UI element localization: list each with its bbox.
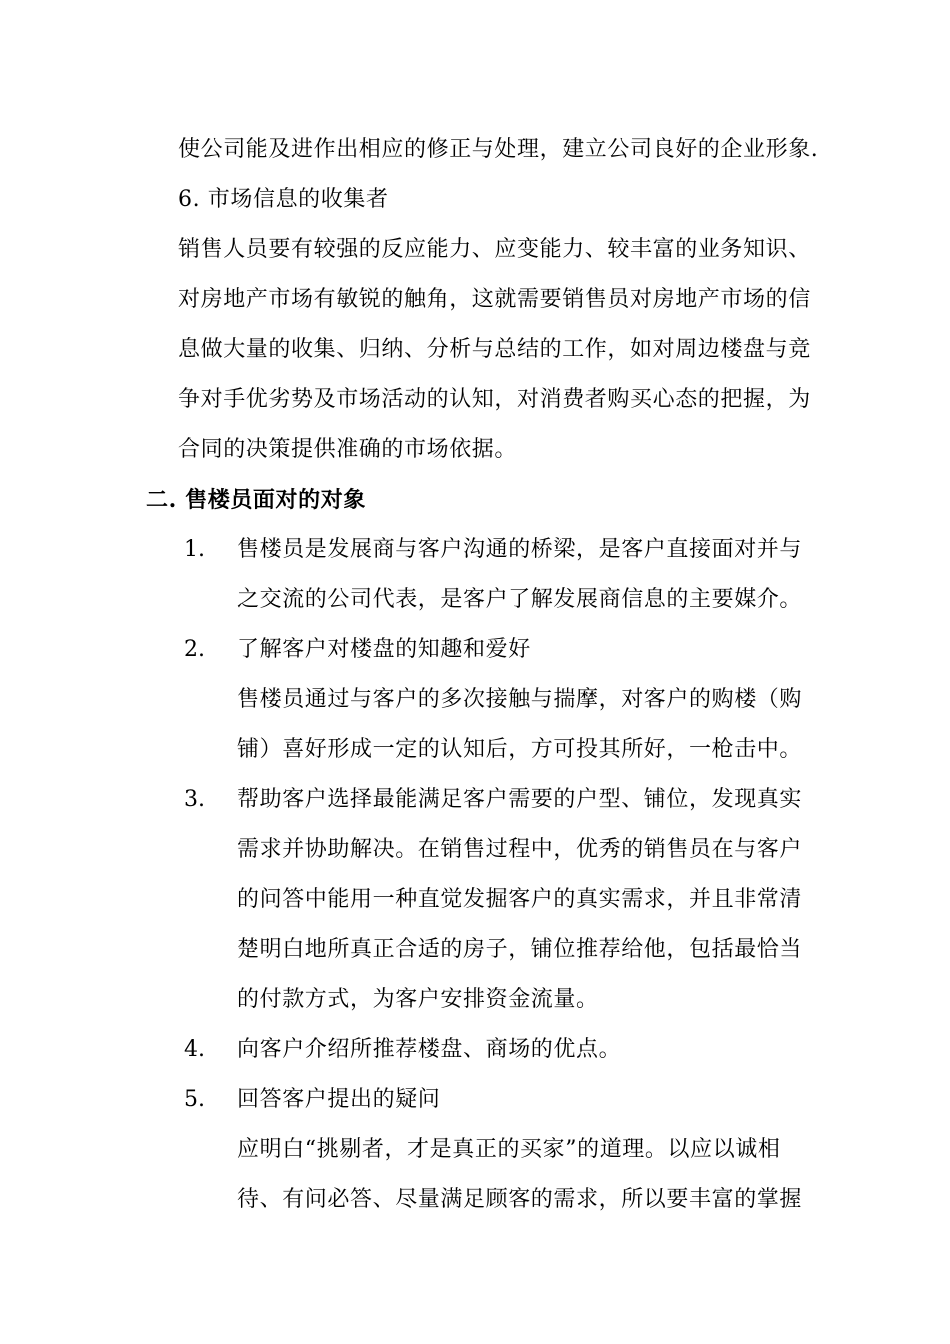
paragraph-line: 使公司能及进作出相应的修正与处理，建立公司良好的企业形象. — [178, 137, 819, 162]
list-item-line: 应明白“挑剔者，才是真正的买家”的道理。以应以诚相 — [237, 1137, 781, 1162]
list-item-line: 帮助客户选择最能满足客户需要的户型、铺位，发现真实 — [237, 787, 803, 812]
list-item-line: 回答客户提出的疑问 — [237, 1087, 441, 1112]
list-item-line: 售楼员是发展商与客户沟通的桥梁，是客户直接面对并与 — [237, 537, 803, 562]
list-item-line: 售楼员通过与客户的多次接触与揣摩，对客户的购楼（购 — [237, 687, 803, 712]
list-item-line: 待、有问必答、尽量满足顾客的需求，所以要丰富的掌握 — [237, 1187, 803, 1212]
item-6-heading: 6. 市场信息的收集者 — [178, 187, 389, 212]
list-item-number: 3. — [184, 787, 205, 812]
list-item-line: 楚明白地所真正合适的房子，铺位推荐给他，包括最恰当 — [237, 937, 803, 962]
paragraph-line: 合同的决策提供准确的市场依据。 — [178, 437, 518, 462]
list-item-number: 4. — [184, 1037, 205, 1062]
list-item-line: 向客户介绍所推荐楼盘、商场的优点。 — [237, 1037, 622, 1062]
list-item-line: 的付款方式，为客户安排资金流量。 — [237, 987, 599, 1012]
list-item-number: 2. — [184, 637, 205, 662]
paragraph-line: 销售人员要有较强的反应能力、应变能力、较丰富的业务知识、 — [178, 237, 811, 262]
paragraph-line: 息做大量的收集、归纳、分析与总结的工作，如对周边楼盘与竞 — [178, 337, 811, 362]
list-item-line: 铺）喜好形成一定的认知后，方可投其所好，一枪击中。 — [237, 737, 803, 762]
list-item-line: 之交流的公司代表，是客户了解发展商信息的主要媒介。 — [237, 587, 803, 612]
list-item-line: 的问答中能用一种直觉发掘客户的真实需求，并且非常清 — [237, 887, 803, 912]
paragraph-line: 对房地产市场有敏锐的触角，这就需要销售员对房地产市场的信 — [178, 287, 811, 312]
list-item-number: 1. — [184, 537, 205, 562]
list-item-line: 需求并协助解决。在销售过程中，优秀的销售员在与客户 — [237, 837, 803, 862]
paragraph-line: 争对手优劣势及市场活动的认知，对消费者购买心态的把握，为 — [178, 387, 811, 412]
list-item-line: 了解客户对楼盘的知趣和爱好 — [237, 637, 531, 662]
section-heading: 二. 售楼员面对的对象 — [146, 487, 366, 513]
list-item-number: 5. — [184, 1087, 205, 1112]
